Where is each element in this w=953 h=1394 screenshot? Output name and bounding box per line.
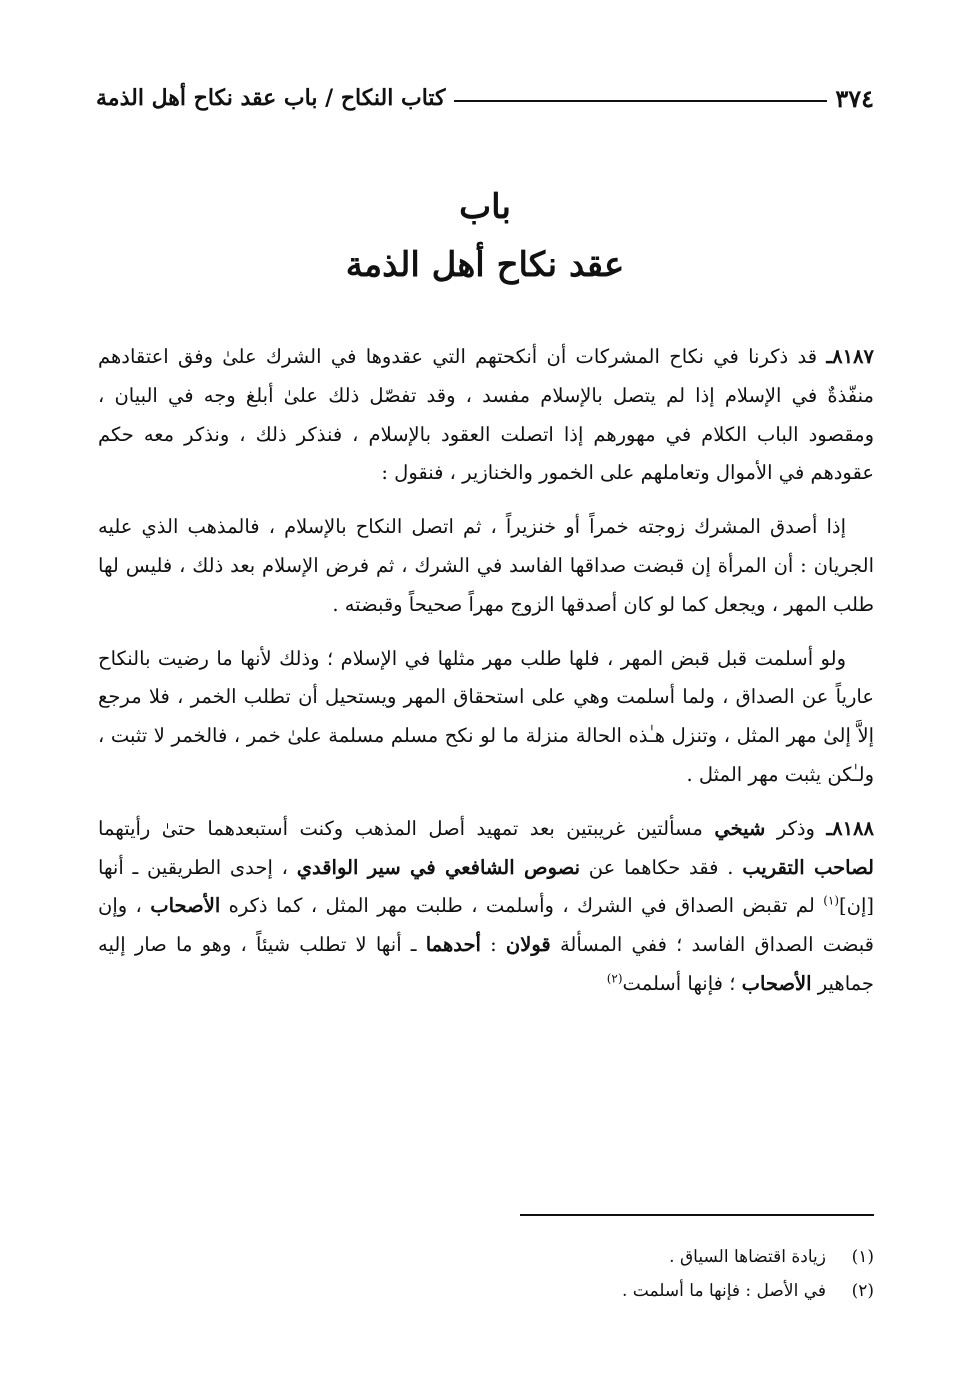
bold-term: شيخي [714, 816, 766, 840]
footnote-rule [520, 1214, 874, 1216]
bold-term: الأصحاب [741, 971, 812, 995]
paragraph [98, 508, 874, 624]
footnote-1 [174, 1240, 874, 1274]
text-segment: ؛ فإنها أسلمت [622, 971, 742, 995]
body-text [98, 338, 874, 1019]
footnote-2 [174, 1274, 874, 1308]
paragraph-8188 [98, 810, 874, 1004]
footnotes [174, 1240, 874, 1308]
bold-term: لصاحب التقريب [742, 855, 874, 879]
text-segment: مسألتين غريبتين بعد تمهيد أصل المذهب وكنت أستبعدهما حتىٰ رأيتهما [98, 816, 715, 840]
bold-term: أحدهما [425, 933, 481, 957]
paragraph-text: إذا أصدق المشرك زوجته خمراً أو خنزيراً ، ثم اتصل النكاح بالإسلام ، فالمذهب الذي عليه الجريان : أن المرأة إن قبضت صداقها الفاسد في الشرك ، ثم فرض الإسلام بعد ذلك ، فليس لها طلب المهر ، ويجعل كما لو كان أصدقها الزوج مهراً صحيحاً وقبضته . [98, 515, 874, 616]
text-segment: : [480, 933, 506, 957]
footnote-number: (١) [851, 1247, 874, 1267]
paragraph [98, 640, 874, 795]
paragraph-8187 [98, 338, 874, 493]
footnote-text: في الأصل : فإنها ما أسلمت . [621, 1281, 826, 1301]
text-segment: ، وإن قبضت الصداق الفاسد ؛ ففي المسألة [98, 894, 875, 957]
footnote-ref-1[interactable]: (١) [823, 893, 840, 908]
running-header [96, 78, 874, 118]
chapter-heading-line1: باب [459, 187, 511, 227]
footnote-text: زيادة اقتضاها السياق . [669, 1247, 826, 1267]
text-segment: وذكر [765, 816, 827, 840]
paragraph-text: قد ذكرنا في نكاح المشركات أن أنكحتهم التي عقدوها في الشرك علىٰ وفق اعتقادهم منفّذةٌ في الإسلام إذا لم يتصل بالإسلام مفسد ، وقد تفصّل ذلك علىٰ أبلغ وجه في البيان ، ومقصود الباب الكلام في مهورهم إذا اتصلت العقود بالإسلام ، فنذكر ذلك ، ونذكر معه حكم عقودهم في الأموال وتعاملهم على الخمور والخنازير ، فنقول : [98, 345, 874, 485]
text-segment: ، إحدى الطريقين ـ أنها [إن] [98, 855, 874, 918]
chapter-heading [96, 178, 874, 294]
bold-term: الأصحاب [150, 894, 221, 918]
footnote-ref-2[interactable]: (٢) [606, 971, 623, 986]
paragraph-number: ٨١٨٨ـ [826, 816, 875, 840]
paragraph-text: ولو أسلمت قبل قبض المهر ، فلها طلب مهر مثلها في الإسلام ؛ وذلك لأنها ما رضيت بالنكاح عارياً عن الصداق ، ولما أسلمت وهي على استحقاق المهر ويستحيل أن تطلب الخمر ، فلا مرجع إلاَّ إلىٰ مهر المثل ، وتنزل هـٰذه الحالة منزلة ما لو نكح مسلم مسلمة علىٰ خمر ، فالخمر لا تثبت ، ولـٰكن يثبت مهر المثل . [98, 646, 874, 786]
bold-term: نصوص الشافعي في سير الواقدي [296, 855, 581, 879]
bold-term: قولان [505, 933, 551, 957]
running-title: كتاب النكاح / باب عقد نكاح أهل الذمة [96, 85, 446, 111]
header-rule [454, 100, 828, 102]
chapter-heading-line2: عقد نكاح أهل الذمة [345, 245, 625, 285]
footnote-number: (٢) [851, 1281, 874, 1301]
text-segment: . فقد حكاهما عن [580, 855, 743, 879]
text-segment: ـ أنها لا تطلب شيئاً ، وهو ما صار إليه جماهير [98, 933, 874, 995]
page-number: ٣٧٤ [835, 83, 874, 113]
text-segment: لم تقبض الصداق في الشرك ، وأسلمت ، طلبت مهر المثل ، كما ذكره [220, 894, 824, 918]
paragraph-number: ٨١٨٧ـ [826, 345, 874, 368]
